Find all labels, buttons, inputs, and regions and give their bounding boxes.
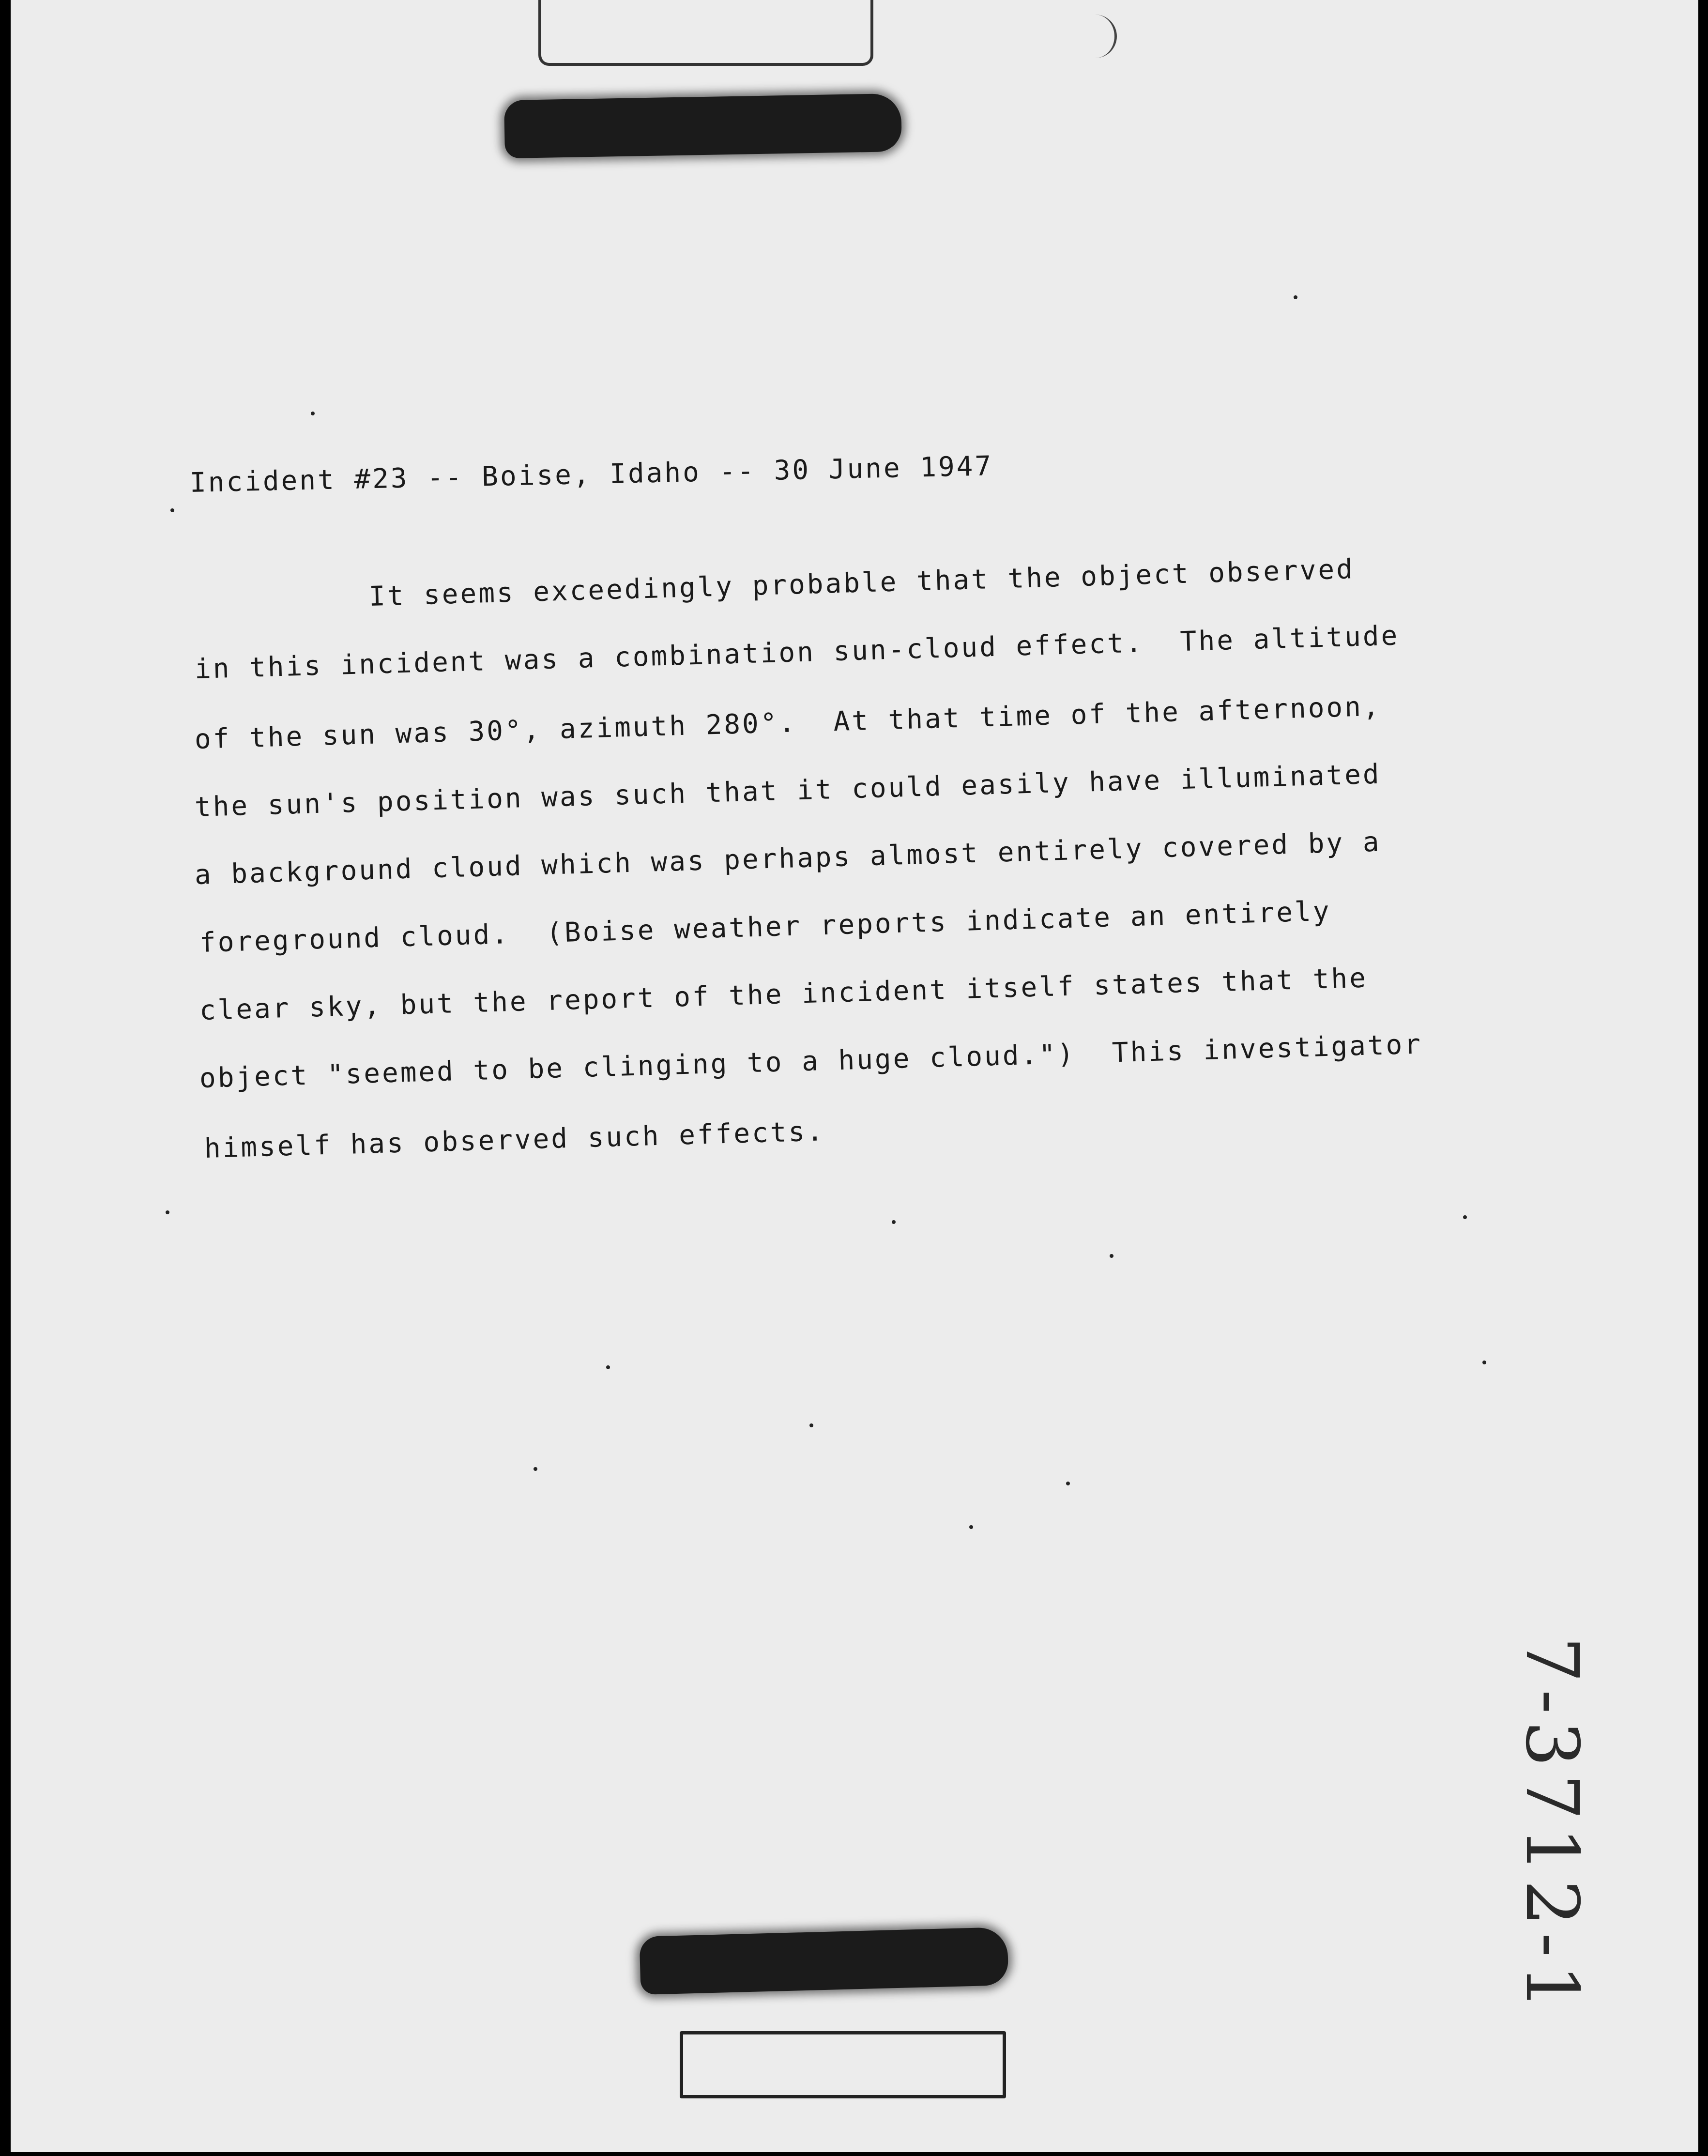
top-stamp-box: [538, 0, 873, 66]
speck: [606, 1365, 610, 1369]
top-stamp-mark: [1090, 15, 1117, 58]
body-line-5: a background cloud which was perhaps almost entirely covered by a: [194, 826, 1382, 891]
body-line-3: of the sun was 30°, azimuth 280°. At that time of the afternoon,: [194, 690, 1382, 755]
bottom-stamp-box: [680, 2031, 1006, 2098]
speck: [1066, 1482, 1070, 1485]
body-line-2: in this incident was a combination sun-cloud effect. The altitude: [194, 620, 1400, 685]
body-line-7: clear sky, but the report of the incident itself states that the: [199, 962, 1368, 1026]
speck: [1482, 1361, 1486, 1364]
top-redaction: [504, 93, 902, 158]
speck: [809, 1423, 813, 1427]
speck: [311, 412, 315, 415]
bottom-redaction: [640, 1927, 1009, 1995]
speck: [892, 1220, 896, 1224]
speck: [969, 1525, 973, 1529]
speck: [1294, 295, 1297, 299]
body-line-8: object "seemed to be clinging to a huge cloud.") This investigator: [199, 1028, 1423, 1094]
incident-heading: Incident #23 -- Boise, Idaho -- 30 June 1947: [189, 450, 993, 499]
body-line-4: the sun's position was such that it could easily have illuminated: [194, 758, 1382, 823]
margin-handwritten-number: 7-3712-1: [1510, 1636, 1594, 2017]
speck: [1463, 1215, 1467, 1219]
speck: [170, 508, 174, 512]
speck: [1110, 1254, 1113, 1258]
body-line-1: It seems exceedingly probable that the object observed: [368, 553, 1355, 612]
speck: [166, 1210, 169, 1214]
body-line-6: foreground cloud. (Boise weather reports indicate an entirely: [199, 895, 1332, 959]
body-line-9: himself has observed such effects.: [204, 1116, 825, 1164]
speck: [534, 1467, 537, 1471]
document-page: [11, 0, 1698, 2152]
